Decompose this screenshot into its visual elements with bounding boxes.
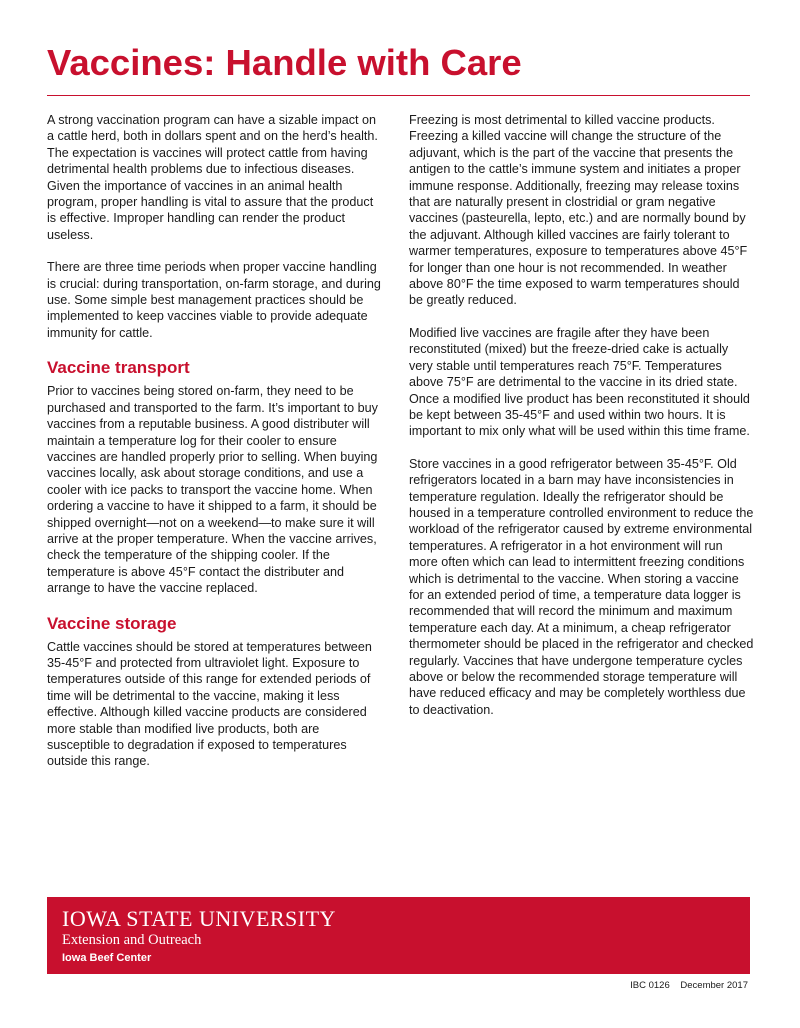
- publication-date: December 2017: [680, 980, 748, 991]
- title-divider: [47, 95, 750, 96]
- university-wordmark: IOWA STATE UNIVERSITY: [62, 906, 336, 931]
- refrigerator-paragraph: Store vaccines in a good refrigerator between 35-45°F. Old refrigerators located in a barn may have inconsistencies in temperature regulation. Ideally the refrigerator should be housed in a temperature controlled environment to reduce the workload of the refrigerator caused by extreme environmental temperatures. A refrigerator in a hot environment will run more often which can lead to intermittent freezing conditions which is detrimental to the vaccine. When storing a vaccine for an extended period of time, a temperature data logger is recommended that will record the minimum and maximum temperature each day. At a minimum, a cheap refrigerator thermometer should be placed in the refrigerator and checked regularly. Vaccines that have undergone temperature cycles above or below the recommended storage temperature will have reduced efficacy and may be completely worthless due to deactivation.: [409, 456, 754, 717]
- right-column: [409, 112, 754, 734]
- freezing-paragraph: Freezing is most detrimental to killed vaccine products. Freezing a killed vaccine will change the structure of the adjuvant, which is the part of the vaccine that presents the antigen to the cattle’s immune system and initiates a proper immune response. Additionally, freezing may release toxins that are naturally present in clostridial or gram negative vaccines (pasteurella, lepto, etc.) and are normally bound by the adjuvant. Although killed vaccines are fairly tolerant to warmer temperatures, exposure to temperatures above 45°F for longer than one hour is not recommended. In weather above 80°F the time exposed to warm temperatures should be greatly reduced.: [409, 113, 748, 308]
- footer-band: [47, 897, 750, 974]
- storage-paragraph: Cattle vaccines should be stored at temperatures between 35-45°F and protected from ultraviolet light. Exposure to temperatures outside of this range for extended periods of time will be detrimental to the vaccine, making it less effective. Although killed vaccine products are considered more stable than modified live products, both are susceptible to degradation if exposed to temperatures outside this range.: [47, 639, 372, 769]
- intro-paragraph-2: There are three time periods when proper vaccine handling is crucial: during transportation, on-farm storage, and during use. Some simple best management practices should be implemented to keep vaccines viable to provide adequate immunity for cattle.: [47, 260, 381, 340]
- publication-info: [630, 980, 748, 992]
- section-heading-storage: Vaccine storage: [47, 613, 177, 633]
- center-label: Iowa Beef Center: [62, 952, 152, 964]
- transport-paragraph: Prior to vaccines being stored on-farm, they need to be purchased and transported to the farm. It’s important to buy vaccines from a reputable business. A good distributer will maintain a temperature log for their cooler to ensure vaccines are handled properly prior to selling. When buying vaccines locally, ask about storage conditions, and use a cooler with ice packs to transport the vaccine home. When ordering a vaccine to have it shipped to a farm, it should be shipped overnight—not on a weekend—to make sure it will arrive at the proper temperature. When the vaccine arrives, check the temperature of the shipping cooler. If the temperature is above 45°F contact the distributer and arrange to have the vaccine replaced.: [47, 384, 378, 596]
- modified-live-paragraph: Modified live vaccines are fragile after they have been reconstituted (mixed) but the freeze-dried cake is actually very stable until temperatures reach 75°F. Temperatures above 75°F are detrimental to the vaccine in its dried state. Once a modified live product has been reconstituted it should be kept between 35-45°F and used within two hours. It is important to mix only what will be used within this time frame.: [409, 325, 750, 439]
- left-column: [47, 112, 382, 786]
- publication-code: IBC 0126: [630, 980, 670, 991]
- extension-label: Extension and Outreach: [62, 932, 202, 948]
- page-title: Vaccines: Handle with Care: [47, 42, 522, 83]
- section-heading-transport: Vaccine transport: [47, 358, 190, 378]
- intro-paragraph-1: A strong vaccination program can have a sizable impact on a cattle herd, both in dollars spent and on the herd’s health. The expectation is vaccines will protect cattle from having detrimental health problems due to infectious diseases. Given the importance of vaccines in an animal health program, proper handling is vital to assure that the product is effective. Improper handling can render the product useless.: [47, 113, 378, 242]
